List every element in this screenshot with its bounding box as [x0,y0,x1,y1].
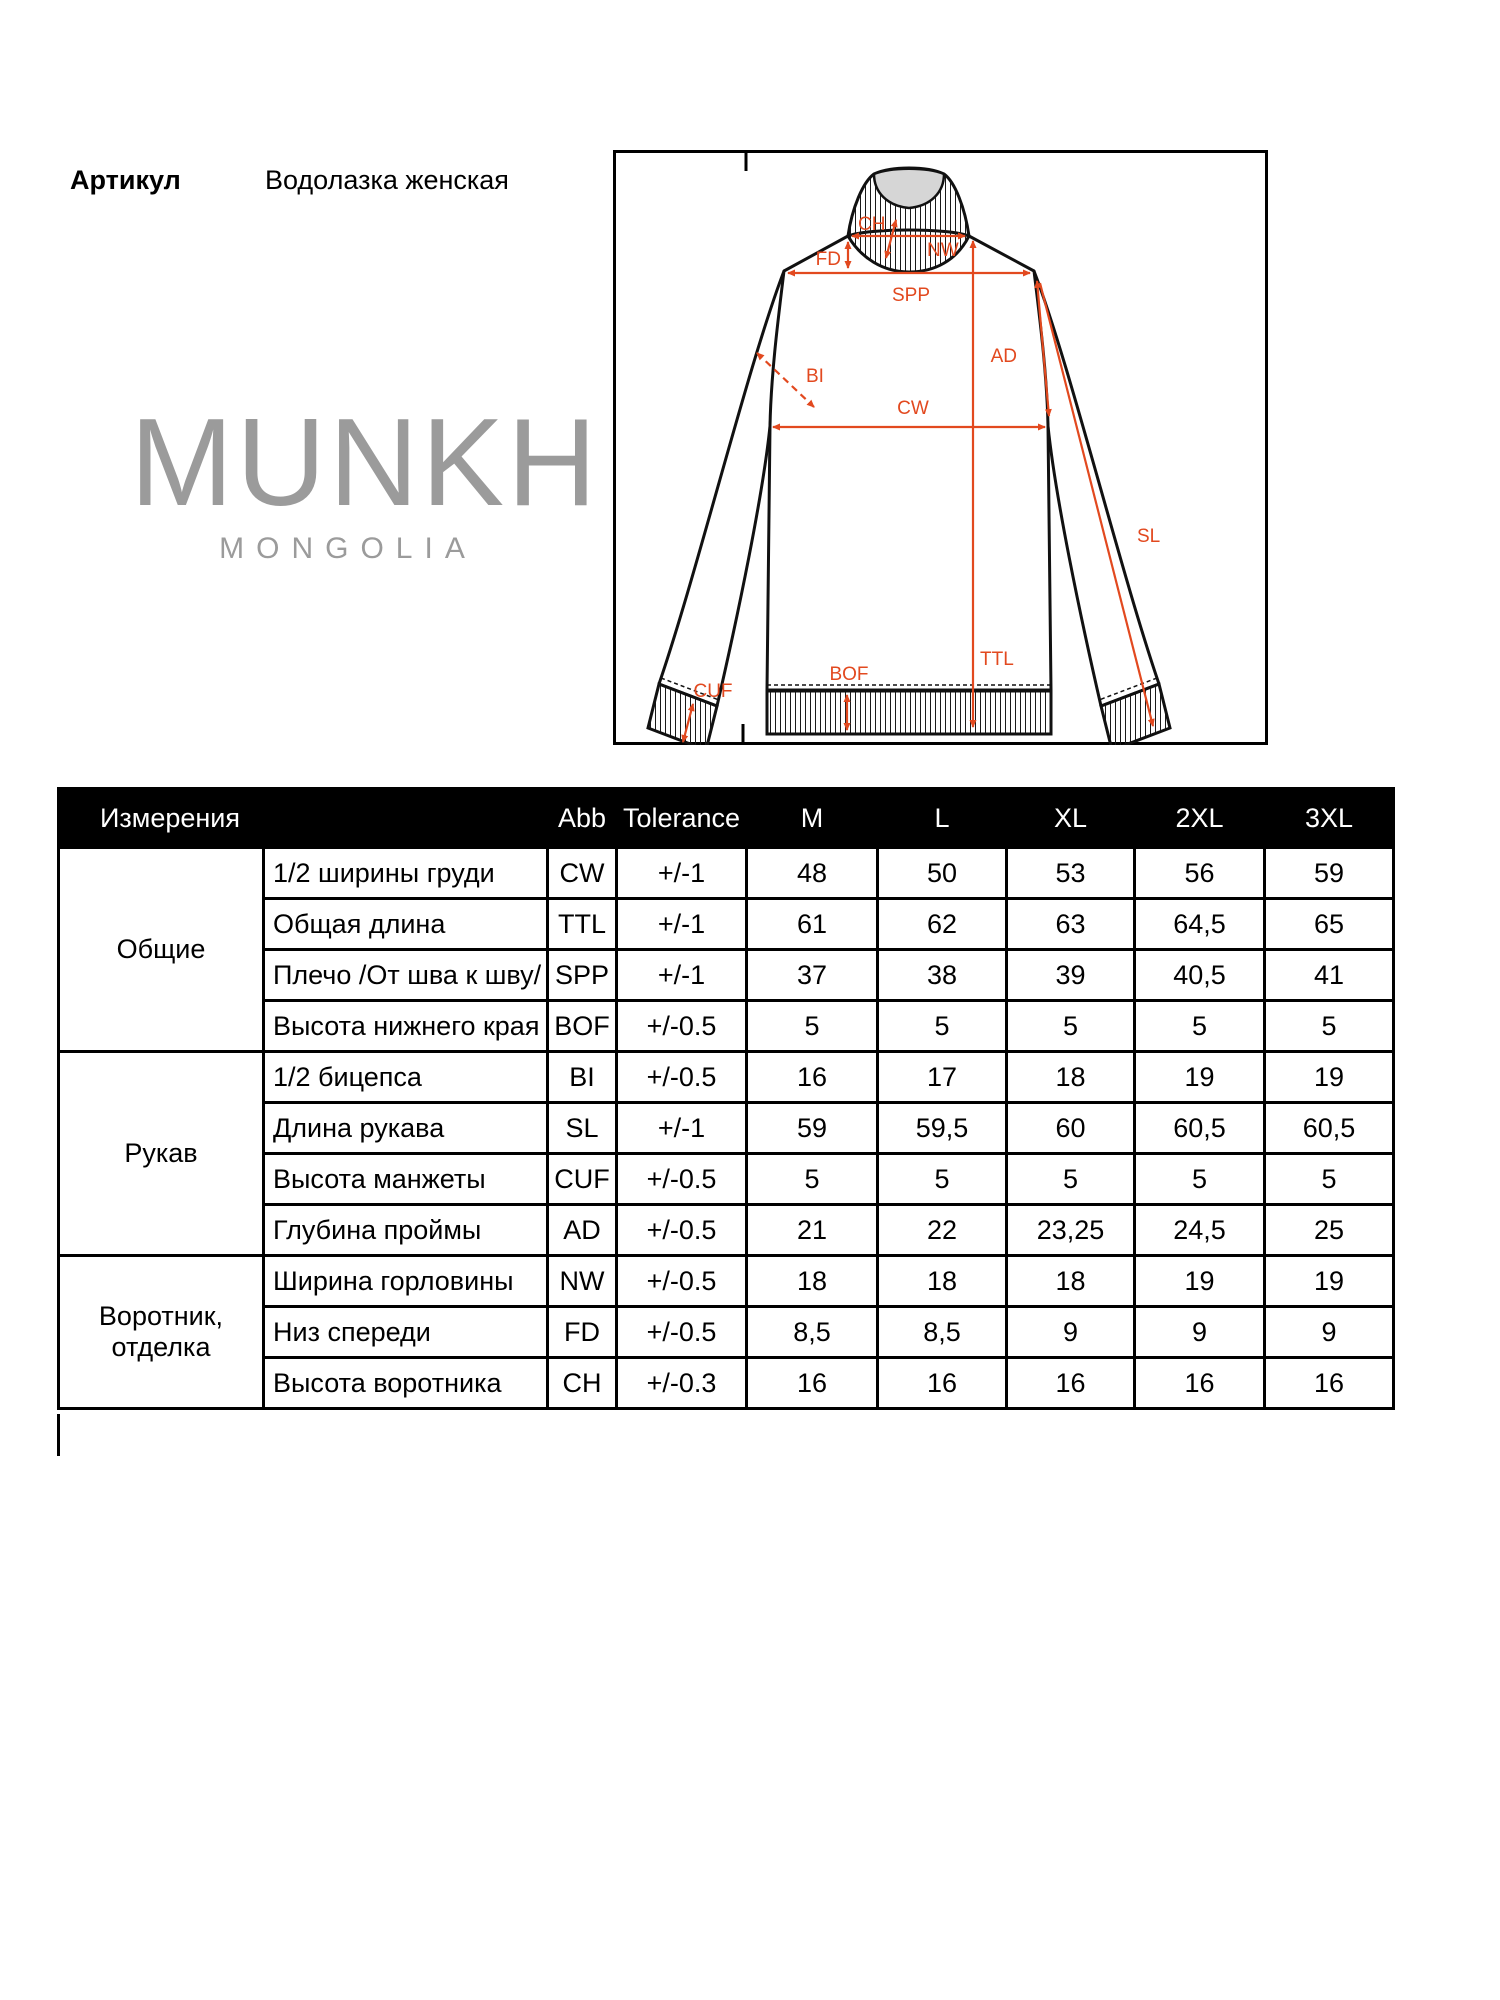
size-table [57,787,1395,1410]
measure-cell: Общая длина [264,899,548,950]
size-value-cell: 50 [878,848,1007,899]
size-value-cell: 65 [1265,899,1394,950]
tolerance-cell: +/-1 [617,1103,747,1154]
size-value-cell: 16 [747,1358,878,1409]
measure-cell: Длина рукава [264,1103,548,1154]
size-value-cell: 40,5 [1135,950,1265,1001]
table-row [59,848,1394,899]
header-tolerance: Tolerance [617,789,747,848]
size-value-cell: 19 [1135,1052,1265,1103]
diagram-label-cw: CW [897,398,929,419]
turtleneck-technical-drawing [613,150,1268,745]
diagram-label-sl: SL [1137,526,1161,547]
measure-cell: Высота манжеты [264,1154,548,1205]
size-value-cell: 5 [1265,1154,1394,1205]
size-value-cell: 16 [1007,1358,1135,1409]
diagram-label-bi: BI [806,366,824,387]
table-row [59,1052,1394,1103]
tolerance-cell: +/-0.5 [617,1052,747,1103]
size-value-cell: 19 [1265,1052,1394,1103]
tolerance-cell: +/-1 [617,950,747,1001]
measure-cell: Высота нижнего края [264,1001,548,1052]
size-value-cell: 48 [747,848,878,899]
diagram-label-nw: NW [927,240,959,261]
article-header [70,164,509,196]
size-value-cell: 18 [1007,1256,1135,1307]
size-value-cell: 56 [1135,848,1265,899]
abb-cell: SPP [548,950,617,1001]
header-size-2xl: 2XL [1135,789,1265,848]
size-value-cell: 23,25 [1007,1205,1135,1256]
header-size-3xl: 3XL [1265,789,1394,848]
size-value-cell: 59,5 [878,1103,1007,1154]
size-value-cell: 19 [1265,1256,1394,1307]
tolerance-cell: +/-0.5 [617,1001,747,1052]
size-value-cell: 5 [1007,1154,1135,1205]
abb-cell: BOF [548,1001,617,1052]
diagram-label-ad: AD [990,346,1017,367]
abb-cell: CUF [548,1154,617,1205]
abb-cell: SL [548,1103,617,1154]
abb-cell: CW [548,848,617,899]
brand-subtitle: MONGOLIA [219,532,477,565]
size-value-cell: 60 [1007,1103,1135,1154]
tolerance-cell: +/-0.5 [617,1154,747,1205]
size-value-cell: 9 [1007,1307,1135,1358]
size-value-cell: 9 [1265,1307,1394,1358]
size-value-cell: 61 [747,899,878,950]
size-value-cell: 5 [1135,1154,1265,1205]
size-value-cell: 39 [1007,950,1135,1001]
size-value-cell: 5 [747,1001,878,1052]
measure-cell: Глубина проймы [264,1205,548,1256]
size-value-cell: 21 [747,1205,878,1256]
size-value-cell: 16 [1135,1358,1265,1409]
size-value-cell: 5 [1007,1001,1135,1052]
measure-cell: Плечо /От шва к шву/ [264,950,548,1001]
size-value-cell: 16 [1265,1358,1394,1409]
diagram-label-fd: FD [815,249,841,270]
header-measurements: Измерения [59,789,548,848]
header-size-l: L [878,789,1007,848]
table-row [59,1256,1394,1307]
size-value-cell: 41 [1265,950,1394,1001]
brand-name: MUNKH [130,394,600,532]
size-value-cell: 17 [878,1052,1007,1103]
measure-cell: Высота воротника [264,1358,548,1409]
diagram-label-ttl: TTL [980,649,1014,670]
size-value-cell: 60,5 [1135,1103,1265,1154]
measurements-table [57,787,1395,1410]
tolerance-cell: +/-0.5 [617,1205,747,1256]
size-value-cell: 18 [878,1256,1007,1307]
abb-cell: BI [548,1052,617,1103]
abb-cell: AD [548,1205,617,1256]
size-value-cell: 19 [1135,1256,1265,1307]
size-value-cell: 18 [747,1256,878,1307]
group-cell: Рукав [59,1052,264,1256]
size-value-cell: 25 [1265,1205,1394,1256]
diagram-label-bof: BOF [829,664,869,685]
diagram-label-spp: SPP [891,285,931,306]
size-value-cell: 5 [878,1154,1007,1205]
size-value-cell: 63 [1007,899,1135,950]
size-value-cell: 16 [747,1052,878,1103]
table-cutoff-stub [57,1414,60,1456]
measure-cell: Ширина горловины [264,1256,548,1307]
size-value-cell: 5 [747,1154,878,1205]
size-value-cell: 5 [1265,1001,1394,1052]
tolerance-cell: +/-0.5 [617,1307,747,1358]
group-cell: Общие [59,848,264,1052]
header-size-m: M [747,789,878,848]
diagram-label-ch: CH [858,214,886,235]
size-value-cell: 38 [878,950,1007,1001]
tolerance-cell: +/-0.5 [617,1256,747,1307]
article-label: Артикул [70,165,181,195]
size-value-cell: 5 [1135,1001,1265,1052]
hem-band [767,691,1051,734]
header-abb: Abb [548,789,617,848]
abb-cell: TTL [548,899,617,950]
group-cell: Воротник, отделка [59,1256,264,1409]
size-value-cell: 59 [747,1103,878,1154]
abb-cell: NW [548,1256,617,1307]
size-value-cell: 62 [878,899,1007,950]
size-value-cell: 64,5 [1135,899,1265,950]
brand-logo [130,394,600,566]
size-value-cell: 53 [1007,848,1135,899]
measure-cell: Низ спереди [264,1307,548,1358]
header-size-xl: XL [1007,789,1135,848]
tolerance-cell: +/-0.3 [617,1358,747,1409]
abb-cell: FD [548,1307,617,1358]
size-value-cell: 8,5 [878,1307,1007,1358]
diagram-label-cuf: CUF [693,681,733,702]
table-header-row [59,789,1394,848]
size-value-cell: 5 [878,1001,1007,1052]
abb-cell: CH [548,1358,617,1409]
size-value-cell: 22 [878,1205,1007,1256]
garment-diagram [613,150,1268,745]
size-value-cell: 60,5 [1265,1103,1394,1154]
article-value: Водолазка женская [265,165,509,195]
tolerance-cell: +/-1 [617,899,747,950]
size-value-cell: 24,5 [1135,1205,1265,1256]
measure-cell: 1/2 ширины груди [264,848,548,899]
measure-cell: 1/2 бицепса [264,1052,548,1103]
size-value-cell: 9 [1135,1307,1265,1358]
tolerance-cell: +/-1 [617,848,747,899]
size-value-cell: 37 [747,950,878,1001]
size-value-cell: 16 [878,1358,1007,1409]
size-value-cell: 59 [1265,848,1394,899]
size-value-cell: 8,5 [747,1307,878,1358]
size-value-cell: 18 [1007,1052,1135,1103]
